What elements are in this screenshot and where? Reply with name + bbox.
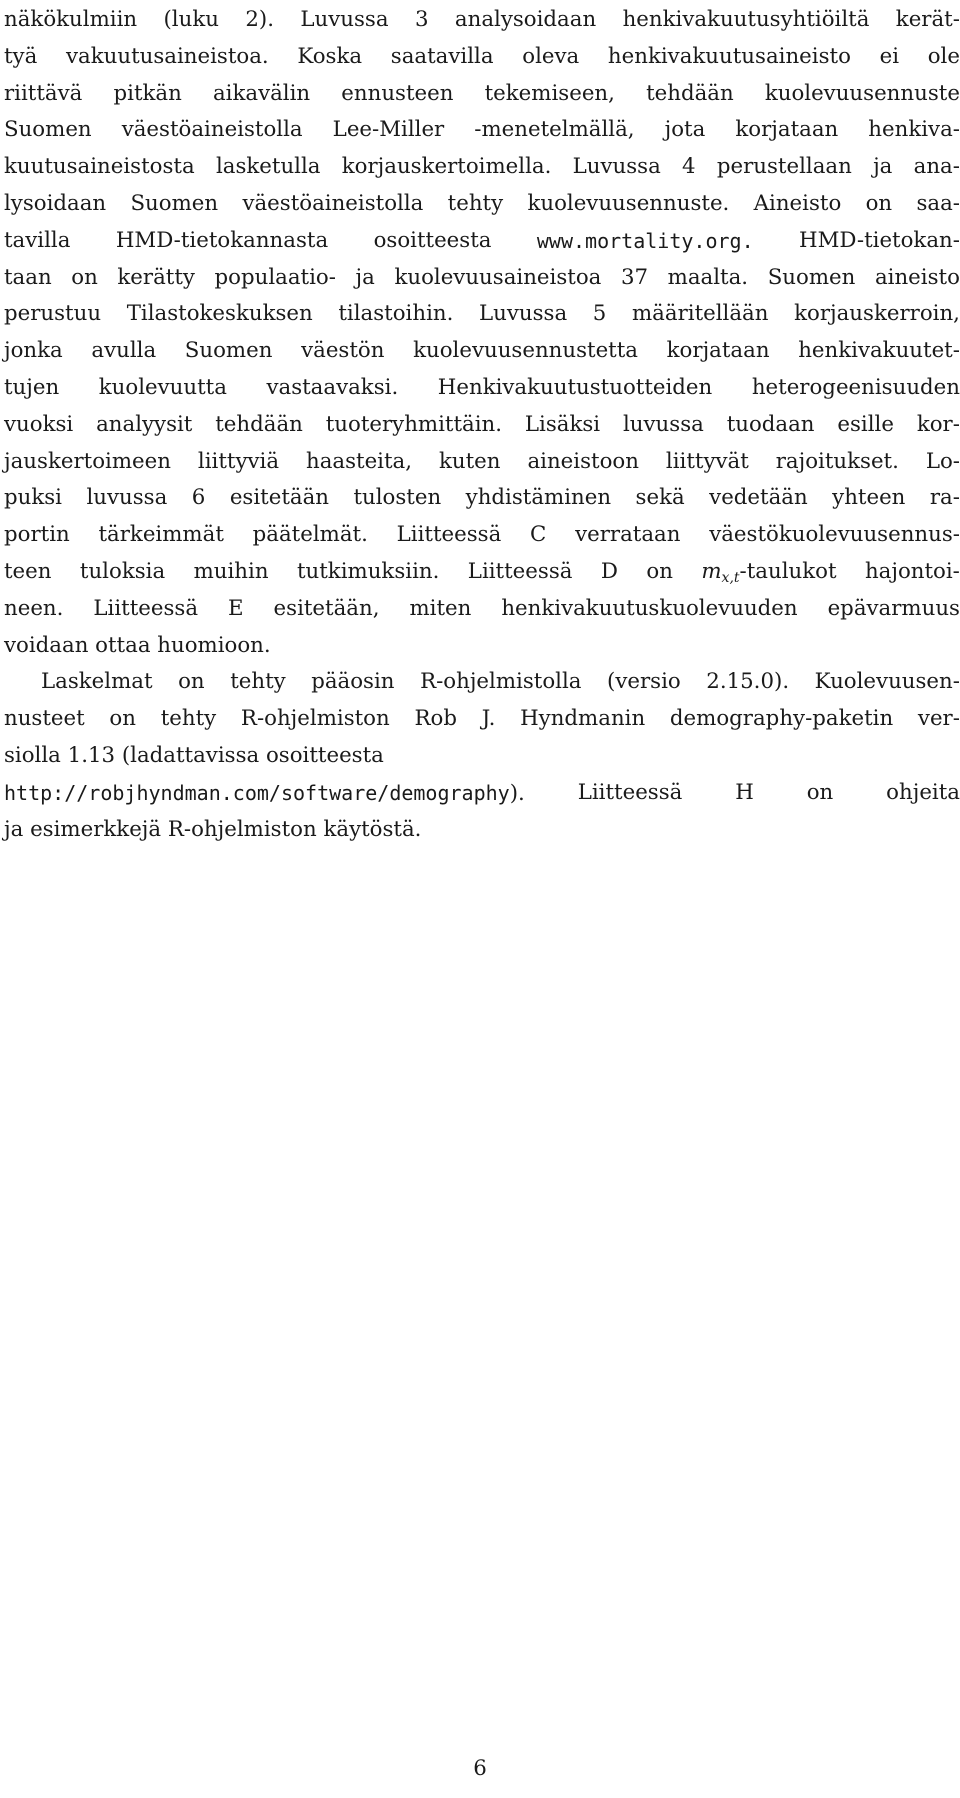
text-line: tujen kuolevuutta vastaavaksi. Henkivakuutustuotteiden heterogeenisuuden [4,374,960,400]
body-text [4,2,960,848]
text-line: neen. Liitteessä E esitetään, miten henkivakuutuskuolevuuden epävarmuus [4,595,960,621]
text-line: siolla 1.13 (ladattavissa osoitteesta [4,742,384,768]
math-mxt: $m_{x,t}$-taulukot [701,558,837,586]
text-line: näkökulmiin (luku 2). Luvussa 3 analysoidaan henkivakuutusyhtiöiltä kerät- [4,7,960,32]
page-number: 6 [473,1756,487,1781]
text-line: Suomen väestöaineistolla Lee-Miller -menetelmällä, jota korjataan henkiva- [4,117,960,143]
url-link[interactable]: www.mortality.org. [536,228,754,253]
text-line: nusteet on tehty R-ohjelmiston Rob J. Hyndmanin demography-paketin ver- [4,706,960,732]
text-line: taan on kerätty populaatio- ja kuolevuusaineistoa 37 maalta. Suomen aineisto [4,264,960,290]
text-line: ja esimerkkejä R-ohjelmiston käytöstä. [4,816,422,842]
text-line: jauskertoimeen liittyviä haasteita, kuten aineistoon liittyvät rajoitukset. Lo- [4,448,960,474]
text-line: Laskelmat on tehty pääosin R-ohjelmistolla (versio 2.15.0). Kuolevuusen- [41,669,960,695]
text-line: riittävä pitkän aikavälin ennusteen tekemiseen, tehdään kuolevuusennuste [4,80,960,106]
text-line: portin tärkeimmät päätelmät. Liitteessä C verrataan väestökuolevuusennus- [4,522,960,548]
url-link[interactable]: http://robjhyndman.com/software/demography [4,780,510,805]
text-line: http://robjhyndman.com/software/demography). Liitteessä H on ohjeita [4,779,960,806]
text-line: lysoidaan Suomen väestöaineistolla tehty kuolevuusennuste. Aineisto on saa- [4,190,960,216]
text-line: tyä vakuutusaineistoa. Koska saatavilla oleva henkivakuutusaineisto ei ole [4,43,960,69]
text-line: vuoksi analyysit tehdään tuoteryhmittäin. Lisäksi luvussa tuodaan esille kor- [4,411,960,437]
text-line: teen tuloksia muihin tutkimuksiin. Liitteessä D on $m_{x,t}$-taulukot hajontoi- [4,554,960,591]
text-line: puksi luvussa 6 esitetään tulosten yhdistäminen sekä vedetään yhteen ra- [4,485,960,511]
text-line: voidaan ottaa huomioon. [4,632,271,658]
text-line: jonka avulla Suomen väestön kuolevuusennustetta korjataan henkivakuutet- [4,338,960,364]
text-line: kuutusaineistosta lasketulla korjauskertoimella. Luvussa 4 perustellaan ja ana- [4,154,960,180]
text-line: tavilla HMD-tietokannasta osoitteesta www.mortality.org. HMD-tietokan- [4,223,960,260]
text-line: perustuu Tilastokeskuksen tilastoihin. Luvussa 5 määritellään korjauskerroin, [4,301,960,327]
